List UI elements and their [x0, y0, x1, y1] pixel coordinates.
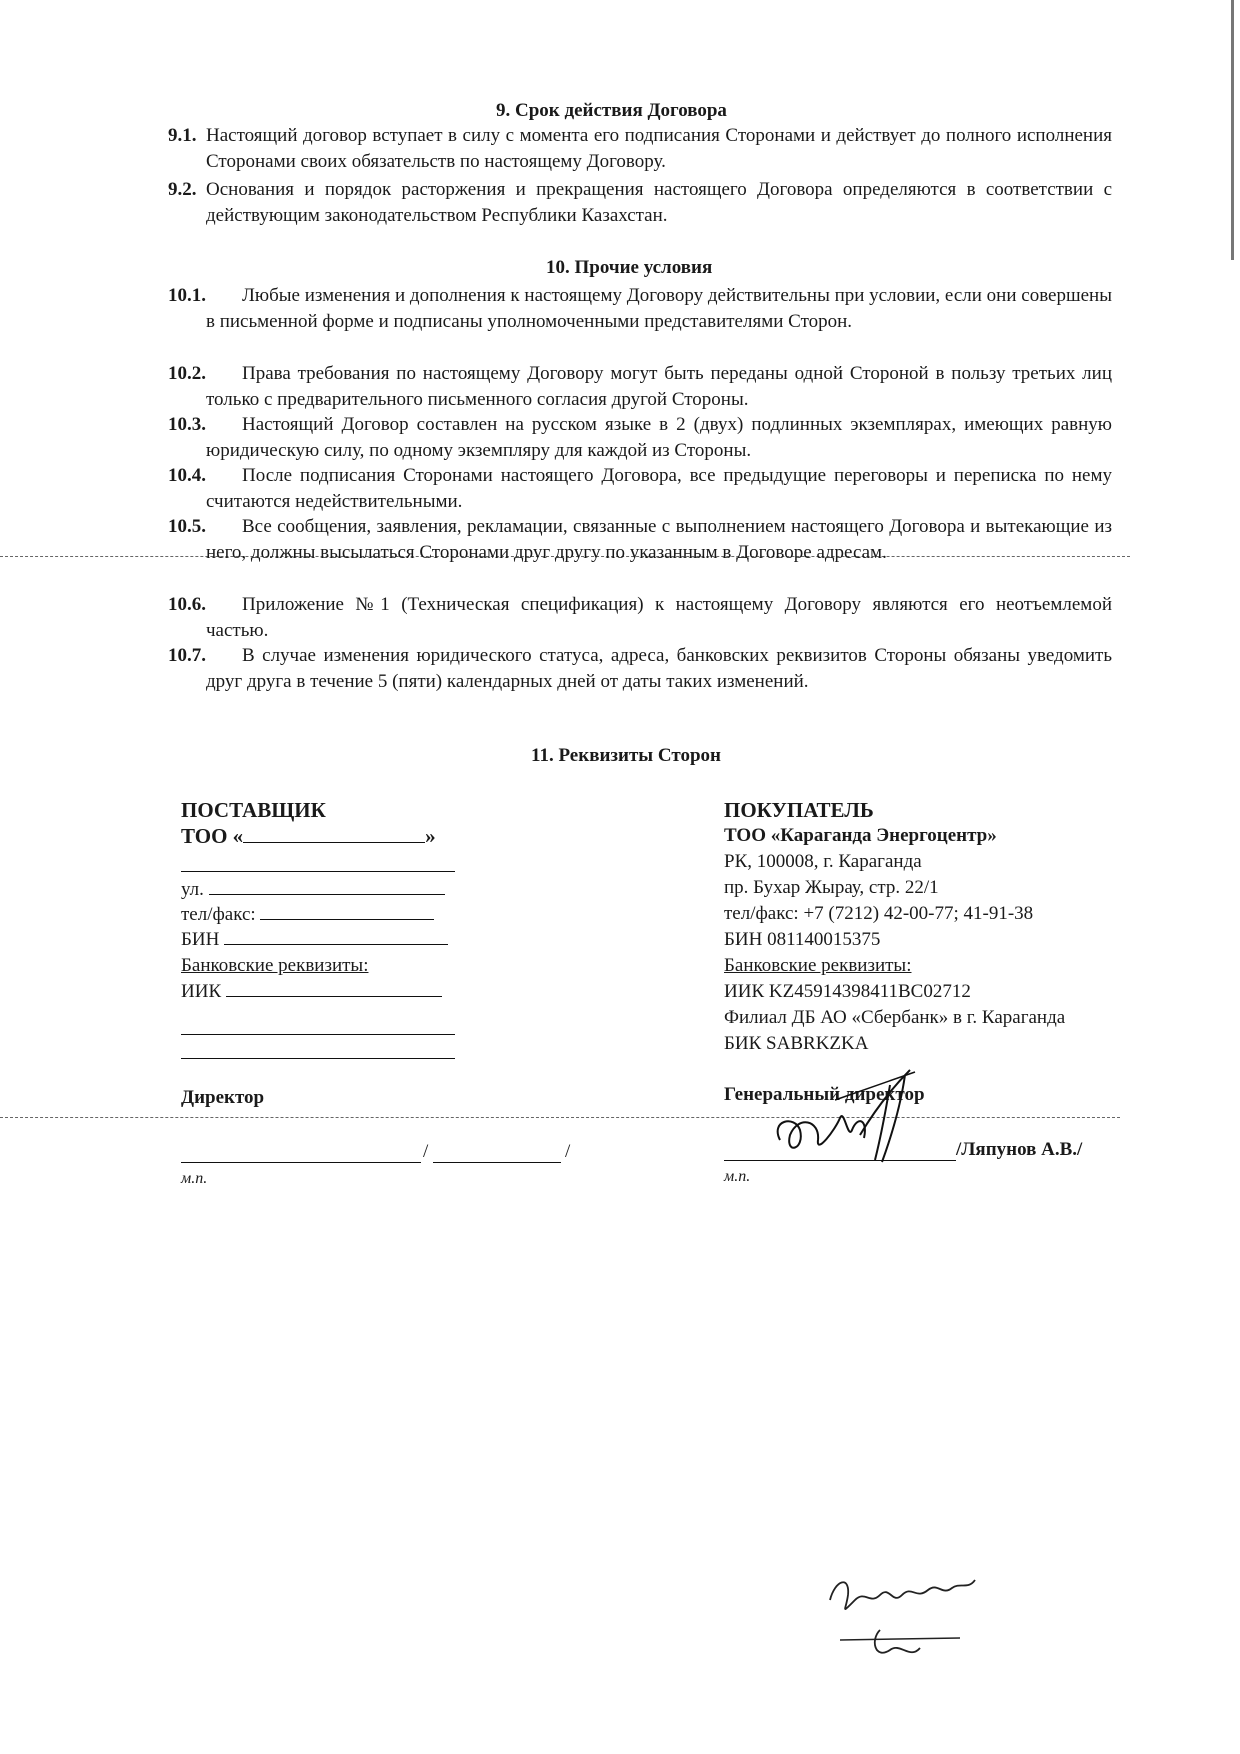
supplier-blank-line[interactable]	[181, 1034, 455, 1035]
buyer-bin: БИН 081140015375	[724, 929, 881, 950]
supplier-company-blank[interactable]	[243, 841, 425, 843]
supplier-director-label: Директор	[181, 1087, 265, 1108]
supplier-blank-line[interactable]	[181, 1058, 455, 1059]
section-11-title: 11. Реквизиты Сторон	[531, 745, 721, 766]
supplier-phone-field[interactable]	[260, 918, 434, 920]
clause-text: Все сообщения, заявления, рекламации, связанные с выполнением настоящего Договора и вытекающие из него, должны высылаться Сторонами друг другу по указанным в Договоре адресам.	[206, 516, 1112, 563]
supplier-iik-label: ИИК	[181, 981, 222, 1002]
buyer-iik: ИИК KZ45914398411BC02712	[724, 981, 971, 1002]
clause-text: В случае изменения юридического статуса, адреса, банковских реквизитов Стороны обязаны уведомить друг друга в течение 5 (пяти) календарных дней от даты таких изменений.	[206, 645, 1112, 692]
supplier-blank-line[interactable]	[181, 871, 455, 872]
clause-number: 9.1.	[168, 125, 197, 146]
supplier-phone-row	[181, 902, 434, 928]
buyer-bik: БИК SABRKZKA	[724, 1033, 869, 1054]
supplier-heading: ПОСТАВЩИК	[181, 798, 326, 822]
section-10-title: 10. Прочие условия	[546, 257, 713, 278]
supplier-bank-label: Банковские реквизиты:	[181, 955, 369, 976]
section-9-title: 9. Срок действия Договора	[496, 100, 727, 121]
scan-edge-mark	[1231, 0, 1234, 260]
clause-number: 10.3.	[168, 414, 206, 435]
buyer-signatory-name: /Ляпунов А.В./	[956, 1139, 1083, 1160]
director-signature-icon	[740, 1060, 960, 1170]
clause-number: 10.5.	[168, 516, 206, 537]
supplier-street-field[interactable]	[209, 893, 445, 895]
supplier-iik-row	[181, 979, 442, 1005]
supplier-stamp-place: м.п.	[181, 1170, 208, 1187]
buyer-bank-branch: Филиал ДБ АО «Сбербанк» в г. Караганда	[724, 1007, 1066, 1028]
clause-number: 10.6.	[168, 594, 206, 615]
supplier-bin-row	[181, 927, 448, 953]
clause-number: 10.4.	[168, 465, 206, 486]
clause-number: 10.1.	[168, 285, 206, 306]
clause-number: 10.2.	[168, 363, 206, 384]
supplier-name-line[interactable]	[433, 1162, 561, 1163]
supplier-bin-field[interactable]	[224, 943, 448, 945]
clause-number: 10.7.	[168, 645, 206, 666]
handwritten-note-icon	[820, 1560, 990, 1680]
buyer-address-city: РК, 100008, г. Караганда	[724, 851, 922, 872]
buyer-address-street: пр. Бухар Жырау, стр. 22/1	[724, 877, 939, 898]
clause-text: Основания и порядок расторжения и прекращения настоящего Договора определяются в соответствии с действующим законодательством Республики Казахстан.	[206, 179, 1112, 226]
buyer-company: ТОО «Караганда Энергоцентр»	[724, 825, 997, 846]
clause-text: Приложение №1 (Техническая спецификация) к настоящему Договору являются его неотъемлемой частью.	[206, 594, 1112, 641]
supplier-iik-field[interactable]	[226, 995, 442, 997]
buyer-heading: ПОКУПАТЕЛЬ	[724, 798, 874, 822]
buyer-phone: тел/факс: +7 (7212) 42-00-77; 41-91-38	[724, 903, 1034, 924]
supplier-slash: /	[565, 1141, 571, 1162]
supplier-company-prefix: ТОО «	[181, 824, 244, 848]
supplier-slash: /	[423, 1141, 429, 1162]
supplier-company	[181, 823, 436, 849]
supplier-company-suffix: »	[425, 824, 436, 848]
buyer-stamp-place: м.п.	[724, 1168, 751, 1185]
buyer-bank-label: Банковские реквизиты:	[724, 955, 912, 976]
clause-text: Настоящий договор вступает в силу с момента его подписания Сторонами и действует до полного исполнения Сторонами своих обязательств по настоящему Договору.	[206, 125, 1112, 172]
supplier-bin-label: БИН	[181, 929, 220, 950]
clause-number: 9.2.	[168, 179, 197, 200]
supplier-street-row	[181, 877, 445, 903]
supplier-street-label: ул.	[181, 879, 204, 900]
clause-text: Настоящий Договор составлен на русском языке в 2 (двух) подлинных экземплярах, имеющих равную юридическую силу, по одному экземпляру для каждой из Стороны.	[206, 414, 1112, 461]
supplier-signature-line[interactable]	[181, 1162, 421, 1163]
clause-text: Любые изменения и дополнения к настоящему Договору действительны при условии, если они совершены в письменной форме и подписаны уполномоченными представителями Сторон.	[206, 285, 1112, 332]
buyer-director-label: Генеральный директор	[724, 1084, 925, 1105]
supplier-phone-label: тел/факс:	[181, 904, 256, 925]
clause-text: Права требования по настоящему Договору могут быть переданы одной Стороной в пользу третьих лиц только с предварительного письменного согласия другой Стороны.	[206, 363, 1112, 410]
clause-text: После подписания Сторонами настоящего Договора, все предыдущие переговоры и переписка по нему считаются недействительными.	[206, 465, 1112, 512]
